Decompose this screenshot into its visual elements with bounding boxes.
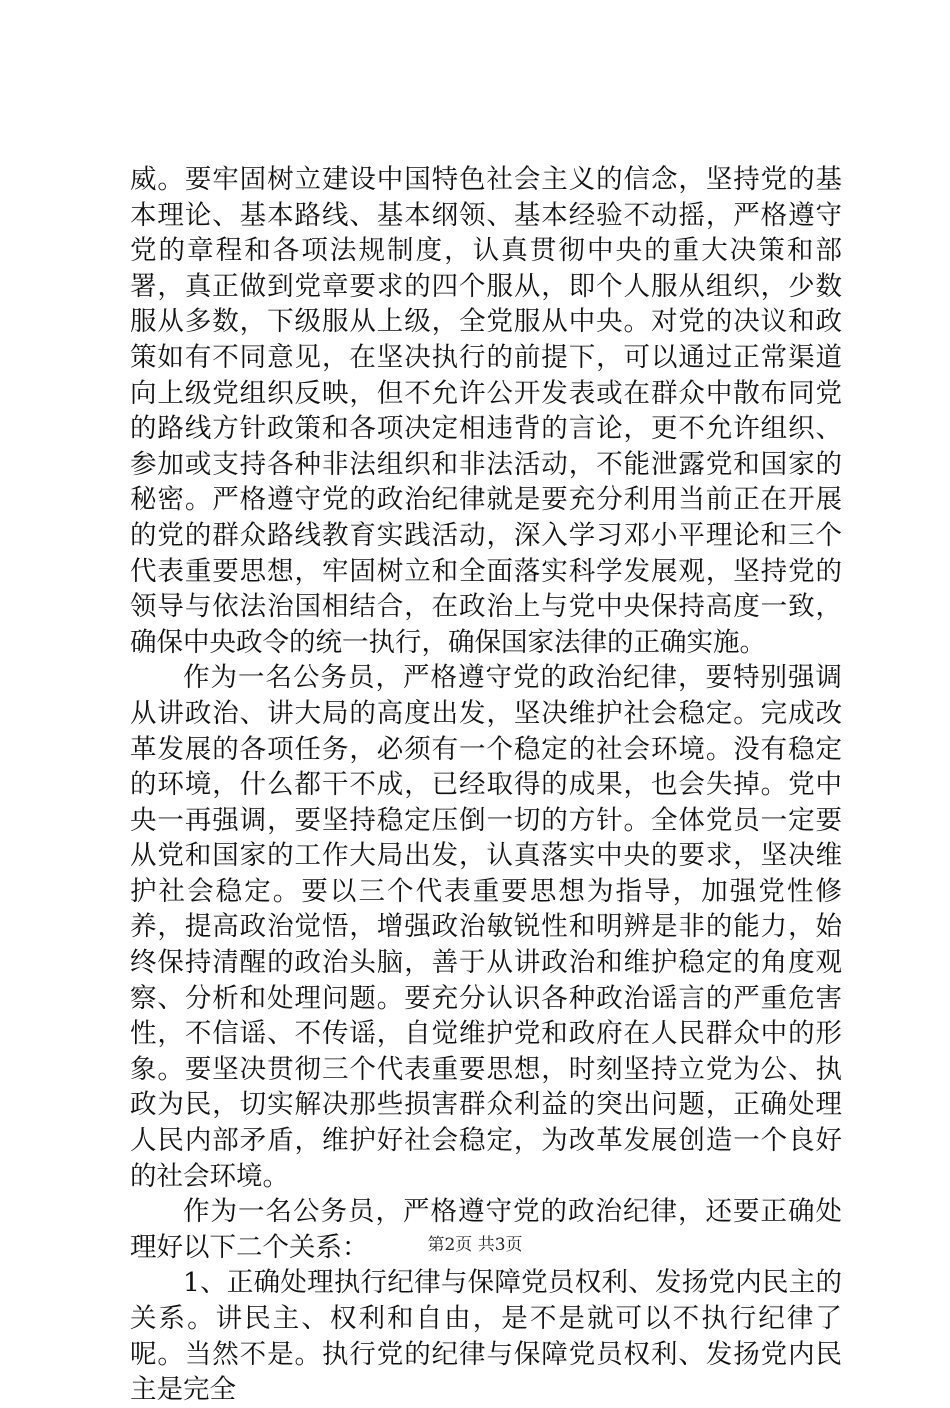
document-body [130, 162, 842, 1408]
paragraph-1: 威。要牢固树立建设中国特色社会主义的信念，坚持党的基本理论、基本路线、基本纲领、基本经验不动摇，严格遵守党的章程和各项法规制度，认真贯彻中央的重大决策和部署，真正做到党章要求的四个服从，即个人服从组织，少数服从多数，下级服从上级，全党服从中央。对党的决议和政策如有不同意见，在坚决执行的前提下，可以通过正常渠道向上级党组织反映，但不允许公开发表或在群众中散布同党的路线方针政策和各项决定相违背的言论，更不允许组织、参加或支持各种非法组织和非法活动，不能泄露党和国家的秘密。严格遵守党的政治纪律就是要充分利用当前正在开展的党的群众路线教育实践活动，深入学习邓小平理论和三个代表重要思想，牢固树立和全面落实科学发展观，坚持党的领导与依法治国相结合，在政治上与党中央保持高度一致，确保中央政令的统一执行，确保国家法律的正确实施。 [130, 164, 842, 658]
paragraph-4: 1、正确处理执行纪律与保障党员权利、发扬党内民主的关系。讲民主、权利和自由，是不是就可以不执行纪律了呢。当然不是。执行党的纪律与保障党员权利、发扬党内民主是完全 [130, 1267, 842, 1406]
paragraph-2: 作为一名公务员，严格遵守党的政治纪律，要特别强调从讲政治、讲大局的高度出发，坚决维护社会稳定。完成改革发展的各项任务，必须有一个稳定的社会环境。没有稳定的环境，什么都干不成，已经取得的成果，也会失掉。党中央一再强调，要坚持稳定压倒一切的方针。全体党员一定要从党和国家的工作大局出发，认真落实中央的要求，坚决维护社会稳定。要以三个代表重要思想为指导，加强党性修养，提高政治觉悟，增强政治敏锐性和明辨是非的能力，始终保持清醒的政治头脑，善于从讲政治和维护稳定的角度观察、分析和处理问题。要充分认识各种政治谣言的严重危害性，不信谣、不传谣，自觉维护党和政府在人民群众中的形象。要坚决贯彻三个代表重要思想，时刻坚持立党为公、执政为民，切实解决那些损害群众利益的突出问题，正确处理人民内部矛盾，维护好社会稳定，为改革发展创造一个良好的社会环境。 [130, 662, 842, 1192]
page-number-footer: 第2页 共3页 [427, 1235, 523, 1255]
paragraph-3: 作为一名公务员，严格遵守党的政治纪律，还要正确处理好以下二个关系： [130, 1196, 842, 1263]
